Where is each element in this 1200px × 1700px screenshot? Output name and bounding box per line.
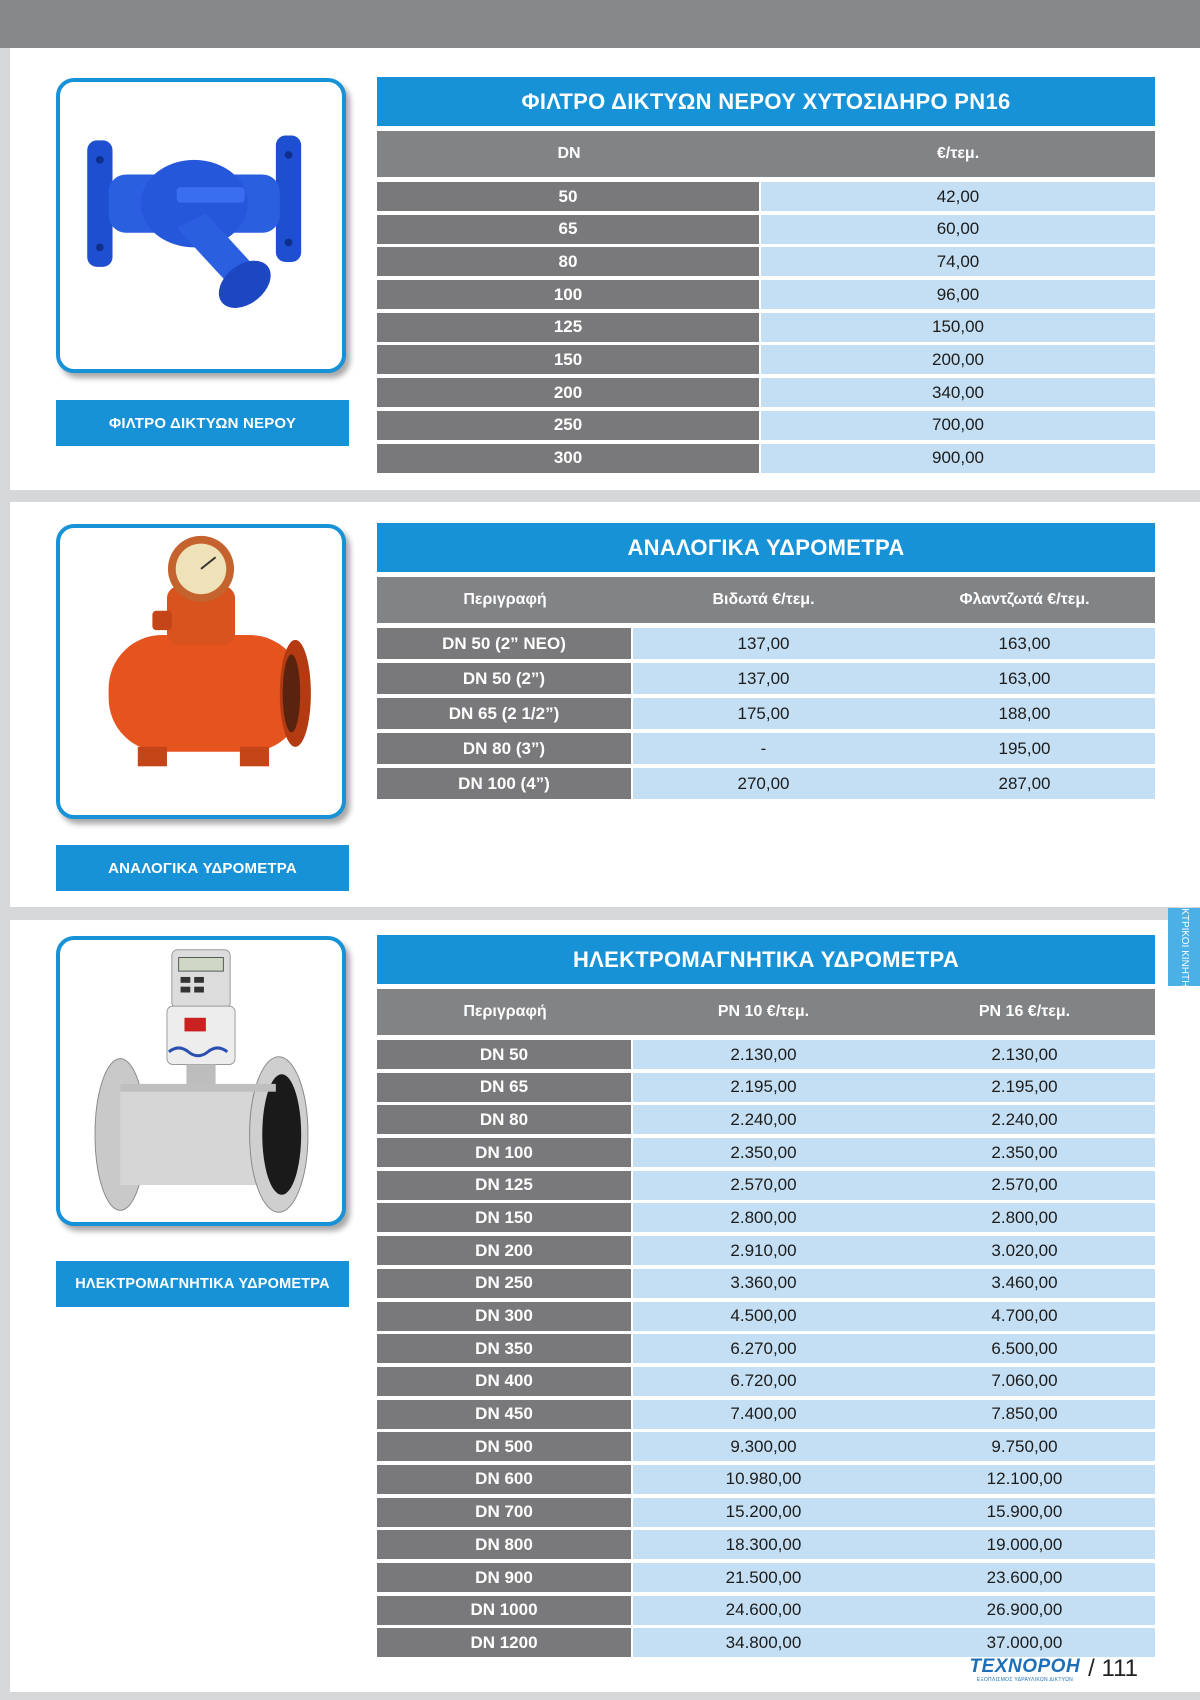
brand-tagline: ΕΞΟΠΛΙΣΜΟΣ ΥΔΡΑΥΛΙΚΩΝ ΔΙΚΤΥΩΝ <box>976 1676 1074 1683</box>
analog-water-meter-illustration <box>60 528 342 815</box>
price-cell: 9.300,00 <box>633 1432 894 1461</box>
table-row <box>377 1498 1155 1527</box>
table-row <box>377 1628 1155 1657</box>
row-label-cell: DN 50 (2”) <box>377 663 633 694</box>
analog-meter-price-table <box>377 523 1155 803</box>
row-label-cell: DN 80 (3”) <box>377 733 633 764</box>
section-analog-meters <box>10 502 1200 907</box>
row-label-cell: 100 <box>377 280 761 309</box>
table-row <box>377 1073 1155 1102</box>
price-cell: 2.910,00 <box>633 1236 894 1265</box>
header-dn: DN <box>557 145 581 162</box>
electromagnetic-meter-price-table <box>377 935 1155 1661</box>
row-label-cell: 125 <box>377 313 761 342</box>
row-label-cell: DN 80 <box>377 1105 633 1134</box>
electromagnetic-meter-photo <box>56 936 346 1226</box>
table-row <box>377 628 1155 659</box>
price-cell: 21.500,00 <box>633 1563 894 1592</box>
table-row <box>377 1400 1155 1429</box>
header-price: €/τεμ. <box>936 145 980 162</box>
table-row <box>377 1530 1155 1559</box>
table-row <box>377 1040 1155 1069</box>
table-row <box>377 1596 1155 1625</box>
price-cell: 3.360,00 <box>633 1269 894 1298</box>
price-cell: 19.000,00 <box>894 1530 1155 1559</box>
analog-meter-photo <box>56 524 346 819</box>
row-label-cell: DN 350 <box>377 1334 633 1363</box>
electromagnetic-flowmeter-illustration <box>60 940 342 1222</box>
price-cell: 2.350,00 <box>894 1138 1155 1167</box>
price-cell: 74,00 <box>761 247 1155 276</box>
top-bar <box>0 0 1200 48</box>
price-cell: 2.350,00 <box>633 1138 894 1167</box>
row-label-cell: DN 800 <box>377 1530 633 1559</box>
row-label-cell: 80 <box>377 247 761 276</box>
section-electromagnetic-meters <box>10 920 1200 1692</box>
row-label-cell: DN 500 <box>377 1432 633 1461</box>
price-cell: 7.850,00 <box>894 1400 1155 1429</box>
price-cell: 10.980,00 <box>633 1465 894 1494</box>
row-label-cell: DN 150 <box>377 1203 633 1232</box>
row-label-cell: DN 700 <box>377 1498 633 1527</box>
header-pn10-price: PN 10 €/τεμ. <box>717 1003 810 1020</box>
row-label-cell: 150 <box>377 345 761 374</box>
table-row <box>377 1334 1155 1363</box>
row-label-cell: DN 600 <box>377 1465 633 1494</box>
row-label-cell: 50 <box>377 182 761 211</box>
table-body <box>377 628 1155 799</box>
price-cell: 60,00 <box>761 215 1155 244</box>
price-cell: 3.460,00 <box>894 1269 1155 1298</box>
price-cell: 2.130,00 <box>894 1040 1155 1069</box>
price-cell: 6.720,00 <box>633 1367 894 1396</box>
header-description: Περιγραφή <box>463 1003 547 1020</box>
y-strainer-illustration <box>60 82 342 369</box>
table-row <box>377 768 1155 799</box>
price-cell: 2.570,00 <box>633 1171 894 1200</box>
table-header <box>377 131 1155 177</box>
table-row <box>377 1203 1155 1232</box>
brand-name: ΤΕΧΝΟΡΟΗ <box>969 1655 1081 1677</box>
row-label-cell: DN 100 <box>377 1138 633 1167</box>
table-row <box>377 247 1155 276</box>
price-cell: 2.800,00 <box>633 1203 894 1232</box>
row-label-cell: DN 50 <box>377 1040 633 1069</box>
table-body <box>377 1040 1155 1657</box>
price-cell: 2.195,00 <box>633 1073 894 1102</box>
price-cell: 7.060,00 <box>894 1367 1155 1396</box>
price-cell: 700,00 <box>761 411 1155 440</box>
table-row <box>377 313 1155 342</box>
water-filter-price-table <box>377 77 1155 476</box>
row-label-cell: DN 1000 <box>377 1596 633 1625</box>
price-cell: 42,00 <box>761 182 1155 211</box>
row-label-cell: DN 300 <box>377 1302 633 1331</box>
price-cell: 26.900,00 <box>894 1596 1155 1625</box>
row-label-cell: DN 450 <box>377 1400 633 1429</box>
table-row <box>377 1138 1155 1167</box>
table-header <box>377 577 1155 623</box>
row-label-cell: DN 400 <box>377 1367 633 1396</box>
table-body <box>377 182 1155 473</box>
page-number: / 111 <box>1088 1655 1138 1682</box>
row-label-cell: DN 65 <box>377 1073 633 1102</box>
price-cell: 4.700,00 <box>894 1302 1155 1331</box>
price-cell: 9.750,00 <box>894 1432 1155 1461</box>
price-cell: 137,00 <box>633 628 894 659</box>
price-cell: 175,00 <box>633 698 894 729</box>
price-cell: 6.270,00 <box>633 1334 894 1363</box>
table-row <box>377 663 1155 694</box>
price-cell: 7.400,00 <box>633 1400 894 1429</box>
price-cell: 270,00 <box>633 768 894 799</box>
price-cell: 150,00 <box>761 313 1155 342</box>
table-row <box>377 444 1155 473</box>
table-row <box>377 1105 1155 1134</box>
table-row <box>377 1465 1155 1494</box>
row-label-cell: DN 1200 <box>377 1628 633 1657</box>
price-cell: 2.195,00 <box>894 1073 1155 1102</box>
row-label-cell: 65 <box>377 215 761 244</box>
price-cell: 3.020,00 <box>894 1236 1155 1265</box>
row-label-cell: 300 <box>377 444 761 473</box>
price-cell: 2.240,00 <box>633 1105 894 1134</box>
price-cell: 34.800,00 <box>633 1628 894 1657</box>
price-cell: 287,00 <box>894 768 1155 799</box>
page-footer <box>970 1655 1138 1683</box>
table-title: ΦΙΛΤΡΟ ΔΙΚΤΥΩΝ ΝΕΡΟΥ ΧΥΤΟΣΙΔΗΡΟ PN16 <box>377 77 1155 126</box>
price-cell: 2.240,00 <box>894 1105 1155 1134</box>
analog-meter-caption: ΑΝΑΛΟΓΙΚΑ ΥΔΡΟΜΕΤΡΑ <box>56 845 349 891</box>
row-label-cell: 200 <box>377 378 761 407</box>
row-label-cell: DN 50 (2” ΝΕΟ) <box>377 628 633 659</box>
table-row <box>377 733 1155 764</box>
price-cell: 23.600,00 <box>894 1563 1155 1592</box>
table-row <box>377 215 1155 244</box>
price-cell: 200,00 <box>761 345 1155 374</box>
price-cell: 900,00 <box>761 444 1155 473</box>
table-row <box>377 280 1155 309</box>
price-cell: 188,00 <box>894 698 1155 729</box>
header-pn16-price: PN 16 €/τεμ. <box>978 1003 1071 1020</box>
table-row <box>377 1269 1155 1298</box>
table-row <box>377 182 1155 211</box>
table-row <box>377 411 1155 440</box>
side-tab-label: ΗΛΕΚΤΡΙΚΟΙ ΚΙΝΗΤΗΡΕΣ <box>1179 887 1191 1007</box>
table-row <box>377 1367 1155 1396</box>
row-label-cell: DN 100 (4”) <box>377 768 633 799</box>
price-cell: 96,00 <box>761 280 1155 309</box>
brand-logo <box>970 1656 1081 1683</box>
header-description: Περιγραφή <box>463 591 547 608</box>
price-cell: 2.800,00 <box>894 1203 1155 1232</box>
table-title: ΑΝΑΛΟΓΙΚΑ ΥΔΡΟΜΕΤΡΑ <box>377 523 1155 572</box>
price-cell: 18.300,00 <box>633 1530 894 1559</box>
table-row <box>377 1302 1155 1331</box>
table-row <box>377 1563 1155 1592</box>
electromagnetic-meter-caption: ΗΛΕΚΤΡΟΜΑΓΝΗΤΙΚΑ ΥΔΡΟΜΕΤΡΑ <box>56 1261 349 1307</box>
row-label-cell: DN 250 <box>377 1269 633 1298</box>
table-row <box>377 378 1155 407</box>
price-cell: 163,00 <box>894 663 1155 694</box>
table-row <box>377 1236 1155 1265</box>
price-cell: 15.200,00 <box>633 1498 894 1527</box>
row-label-cell: DN 900 <box>377 1563 633 1592</box>
table-row <box>377 1171 1155 1200</box>
table-row <box>377 698 1155 729</box>
price-cell: 24.600,00 <box>633 1596 894 1625</box>
side-section-tab[interactable] <box>1168 887 1200 1007</box>
price-cell: 6.500,00 <box>894 1334 1155 1363</box>
table-header <box>377 989 1155 1035</box>
header-threaded-price: Βιδωτά €/τεμ. <box>712 591 815 608</box>
price-cell: 2.570,00 <box>894 1171 1155 1200</box>
row-label-cell: 250 <box>377 411 761 440</box>
row-label-cell: DN 65 (2 1/2”) <box>377 698 633 729</box>
price-cell: - <box>633 733 894 764</box>
table-title: ΗΛΕΚΤΡΟΜΑΓΝΗΤΙΚΑ ΥΔΡΟΜΕΤΡΑ <box>377 935 1155 984</box>
water-filter-caption: ΦΙΛΤΡΟ ΔΙΚΤΥΩΝ ΝΕΡΟΥ <box>56 400 349 446</box>
price-cell: 137,00 <box>633 663 894 694</box>
row-label-cell: DN 125 <box>377 1171 633 1200</box>
row-label-cell: DN 200 <box>377 1236 633 1265</box>
section-water-filter <box>10 48 1200 490</box>
price-cell: 340,00 <box>761 378 1155 407</box>
price-cell: 15.900,00 <box>894 1498 1155 1527</box>
price-cell: 2.130,00 <box>633 1040 894 1069</box>
price-cell: 37.000,00 <box>894 1628 1155 1657</box>
header-flanged-price: Φλαντζωτά €/τεμ. <box>959 591 1090 608</box>
price-cell: 12.100,00 <box>894 1465 1155 1494</box>
table-row <box>377 1432 1155 1461</box>
water-filter-photo <box>56 78 346 373</box>
table-row <box>377 345 1155 374</box>
price-cell: 163,00 <box>894 628 1155 659</box>
price-cell: 195,00 <box>894 733 1155 764</box>
price-cell: 4.500,00 <box>633 1302 894 1331</box>
